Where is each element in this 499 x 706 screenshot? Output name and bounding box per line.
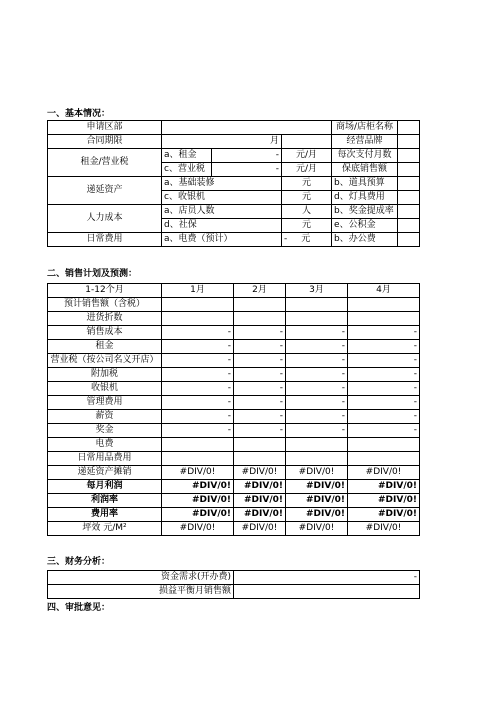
row-value-cell[interactable]: - <box>286 368 348 382</box>
table-row <box>48 466 420 480</box>
row-value-cell[interactable] <box>162 452 234 466</box>
row-value-cell[interactable]: #DIV/0! <box>234 494 286 508</box>
office-value[interactable] <box>398 233 420 247</box>
apply-dept-label: 申请区部 <box>48 121 162 135</box>
row-label: 递延资产摊销 <box>48 466 162 480</box>
power-value: - <box>284 234 288 244</box>
biz-tax-value: - <box>212 163 282 177</box>
row-value-cell[interactable]: #DIV/0! <box>348 522 420 536</box>
row-value-cell[interactable]: #DIV/0! <box>286 508 348 522</box>
table-row <box>48 508 420 522</box>
row-value-cell[interactable]: #DIV/0! <box>286 522 348 536</box>
row-value-cell[interactable]: #DIV/0! <box>348 480 420 494</box>
apply-dept-value[interactable] <box>162 121 332 135</box>
row-value-cell[interactable]: #DIV/0! <box>162 494 234 508</box>
row-value-cell[interactable]: - <box>286 326 348 340</box>
power-cell <box>282 233 332 247</box>
row-value-cell[interactable]: - <box>348 340 420 354</box>
pay-month-label: 每次支付月数 <box>332 149 398 163</box>
row-label: 奖金 <box>48 424 162 438</box>
lights-value[interactable] <box>398 191 420 205</box>
row-value-cell[interactable]: #DIV/0! <box>348 466 420 480</box>
breakeven-label: 损益平衡月销售额 <box>48 585 234 599</box>
bonus-label: b、奖金提成率 <box>332 205 398 219</box>
row-value-cell[interactable] <box>234 312 286 326</box>
row-value-cell[interactable]: - <box>348 410 420 424</box>
row-value-cell[interactable]: #DIV/0! <box>348 508 420 522</box>
row-label: 营业税（按公司名义开店） <box>48 354 162 368</box>
header-cell: 2月 <box>234 284 286 298</box>
row-value-cell[interactable]: #DIV/0! <box>234 508 286 522</box>
row-value-cell[interactable] <box>286 452 348 466</box>
row-value-cell[interactable]: - <box>234 424 286 438</box>
table-row <box>48 424 420 438</box>
row-value-cell[interactable]: - <box>162 382 234 396</box>
row-value-cell[interactable]: #DIV/0! <box>286 494 348 508</box>
row-value-cell[interactable]: - <box>162 326 234 340</box>
bonus-value[interactable] <box>398 205 420 219</box>
row-value-cell[interactable]: #DIV/0! <box>234 466 286 480</box>
header-cell: 1-12个月 <box>48 284 162 298</box>
props-label: b、道具预算 <box>332 177 398 191</box>
row-value-cell[interactable]: - <box>348 424 420 438</box>
rent-value: - <box>212 149 282 163</box>
row-value-cell[interactable] <box>286 438 348 452</box>
section1-title: 一、基本情况： <box>47 109 111 119</box>
decor-item: a、基础装修 <box>162 177 282 191</box>
row-value-cell[interactable]: - <box>162 424 234 438</box>
section2-title: 二、销售计划及预测： <box>47 269 138 279</box>
fund-label: e、公积金 <box>332 219 398 233</box>
row-value-cell[interactable] <box>162 438 234 452</box>
staff-item: a、店员人数 <box>162 205 282 219</box>
row-value-cell[interactable]: - <box>348 382 420 396</box>
cashier-item: c、收银机 <box>162 191 282 205</box>
table-row <box>48 368 420 382</box>
guarantee-label: 保底销售额 <box>332 163 398 177</box>
row-value-cell[interactable]: - <box>286 340 348 354</box>
table-row <box>48 382 420 396</box>
table-row <box>48 522 420 536</box>
breakeven-value[interactable] <box>234 585 420 599</box>
row-label: 日常用品费用 <box>48 452 162 466</box>
row-label: 预计销售额（含税） <box>48 298 162 312</box>
deferred-label: 递延资产 <box>48 177 162 205</box>
header-cell: 1月 <box>162 284 234 298</box>
row-value-cell[interactable]: - <box>286 396 348 410</box>
row-value-cell[interactable] <box>348 452 420 466</box>
row-value-cell[interactable] <box>162 312 234 326</box>
props-value[interactable] <box>398 177 420 191</box>
row-value-cell[interactable]: #DIV/0! <box>162 522 234 536</box>
row-value-cell[interactable]: #DIV/0! <box>162 480 234 494</box>
row-value-cell[interactable]: - <box>286 382 348 396</box>
row-value-cell[interactable]: - <box>162 368 234 382</box>
row-value-cell[interactable]: - <box>234 340 286 354</box>
row-value-cell[interactable]: - <box>234 354 286 368</box>
contract-period-blank <box>282 135 332 149</box>
contract-period-unit: 月 <box>162 135 282 149</box>
row-value-cell[interactable] <box>234 452 286 466</box>
row-label: 进货折数 <box>48 312 162 326</box>
row-label: 每月利润 <box>48 480 162 494</box>
guarantee-value[interactable] <box>398 163 420 177</box>
sales-forecast-table <box>47 283 420 536</box>
contract-period-label: 合同期限 <box>48 135 162 149</box>
header-cell: 4月 <box>348 284 420 298</box>
row-value-cell[interactable]: - <box>162 410 234 424</box>
table-row <box>48 480 420 494</box>
social-item: d、社保 <box>162 219 282 233</box>
staff-unit: 人 <box>282 205 332 219</box>
row-label: 电费 <box>48 438 162 452</box>
cashier-unit: 元 <box>282 191 332 205</box>
row-label: 坪效 元/M² <box>48 522 162 536</box>
row-value-cell[interactable]: #DIV/0! <box>234 522 286 536</box>
row-value-cell[interactable]: - <box>234 368 286 382</box>
decor-unit: 元 <box>282 177 332 191</box>
row-value-cell[interactable]: #DIV/0! <box>162 466 234 480</box>
pay-month-value[interactable] <box>398 149 420 163</box>
section4-title: 四、审批意见： <box>47 603 111 613</box>
row-value-cell[interactable]: #DIV/0! <box>234 480 286 494</box>
capital-value[interactable]: - <box>234 571 420 585</box>
table-row <box>48 438 420 452</box>
section3-title: 三、财务分析： <box>47 557 111 567</box>
row-label: 附加税 <box>48 368 162 382</box>
row-value-cell[interactable] <box>234 438 286 452</box>
table-row <box>48 410 420 424</box>
hr-label: 人力成本 <box>48 205 162 233</box>
row-value-cell[interactable]: - <box>286 410 348 424</box>
table-row <box>48 298 420 312</box>
table-row <box>48 340 420 354</box>
table-row <box>48 494 420 508</box>
row-value-cell[interactable]: - <box>348 368 420 382</box>
row-value-cell[interactable]: - <box>286 424 348 438</box>
row-value-cell[interactable]: - <box>162 354 234 368</box>
finance-table <box>47 570 420 599</box>
rent-unit: 元/月 <box>282 149 332 163</box>
social-unit: 元 <box>282 219 332 233</box>
table-row <box>48 326 420 340</box>
table-row <box>48 354 420 368</box>
row-value-cell[interactable]: - <box>348 396 420 410</box>
shop-name-label: 商场/店柜名称 <box>332 121 398 135</box>
row-value-cell[interactable]: #DIV/0! <box>162 508 234 522</box>
table-row <box>48 396 420 410</box>
power-item: a、电费（预计） <box>162 233 282 247</box>
row-value-cell[interactable]: - <box>348 354 420 368</box>
lights-label: d、灯具费用 <box>332 191 398 205</box>
basic-info-table <box>47 120 420 247</box>
header-cell: 3月 <box>286 284 348 298</box>
row-value-cell[interactable] <box>348 312 420 326</box>
row-value-cell[interactable]: #DIV/0! <box>348 494 420 508</box>
rent-tax-label: 租金/营业税 <box>48 149 162 177</box>
row-value-cell[interactable]: - <box>162 340 234 354</box>
row-value-cell[interactable]: - <box>234 410 286 424</box>
row-label: 销售成本 <box>48 326 162 340</box>
row-value-cell[interactable]: - <box>286 354 348 368</box>
capital-label: 资金需求(开办费) <box>48 571 234 585</box>
row-label: 薪资 <box>48 410 162 424</box>
shop-name-value[interactable] <box>398 121 420 135</box>
biz-tax-item: c、营业税 <box>162 163 212 177</box>
row-label: 管理费用 <box>48 396 162 410</box>
row-value-cell[interactable] <box>348 438 420 452</box>
table-row <box>48 452 420 466</box>
row-value-cell[interactable] <box>348 298 420 312</box>
brand-label: 经营品牌 <box>332 135 398 149</box>
row-label: 费用率 <box>48 508 162 522</box>
row-value-cell[interactable]: - <box>162 396 234 410</box>
row-value-cell[interactable] <box>162 298 234 312</box>
brand-value[interactable] <box>398 135 420 149</box>
office-label: b、办公费 <box>332 233 398 247</box>
row-value-cell[interactable]: - <box>234 326 286 340</box>
table-row <box>48 312 420 326</box>
row-value-cell[interactable]: - <box>348 326 420 340</box>
daily-label: 日常费用 <box>48 233 162 247</box>
row-value-cell[interactable]: - <box>234 396 286 410</box>
row-label: 利润率 <box>48 494 162 508</box>
row-value-cell[interactable] <box>286 298 348 312</box>
row-value-cell[interactable]: - <box>234 382 286 396</box>
row-label: 租金 <box>48 340 162 354</box>
row-value-cell[interactable]: #DIV/0! <box>286 466 348 480</box>
row-value-cell[interactable]: #DIV/0! <box>286 480 348 494</box>
biz-tax-unit: 元/月 <box>282 163 332 177</box>
row-value-cell[interactable] <box>234 298 286 312</box>
row-value-cell[interactable] <box>286 312 348 326</box>
fund-value[interactable] <box>398 219 420 233</box>
power-unit: 元 <box>301 234 311 244</box>
sales-header-row <box>48 284 420 298</box>
row-label: 收银机 <box>48 382 162 396</box>
rent-item: a、租金 <box>162 149 212 163</box>
